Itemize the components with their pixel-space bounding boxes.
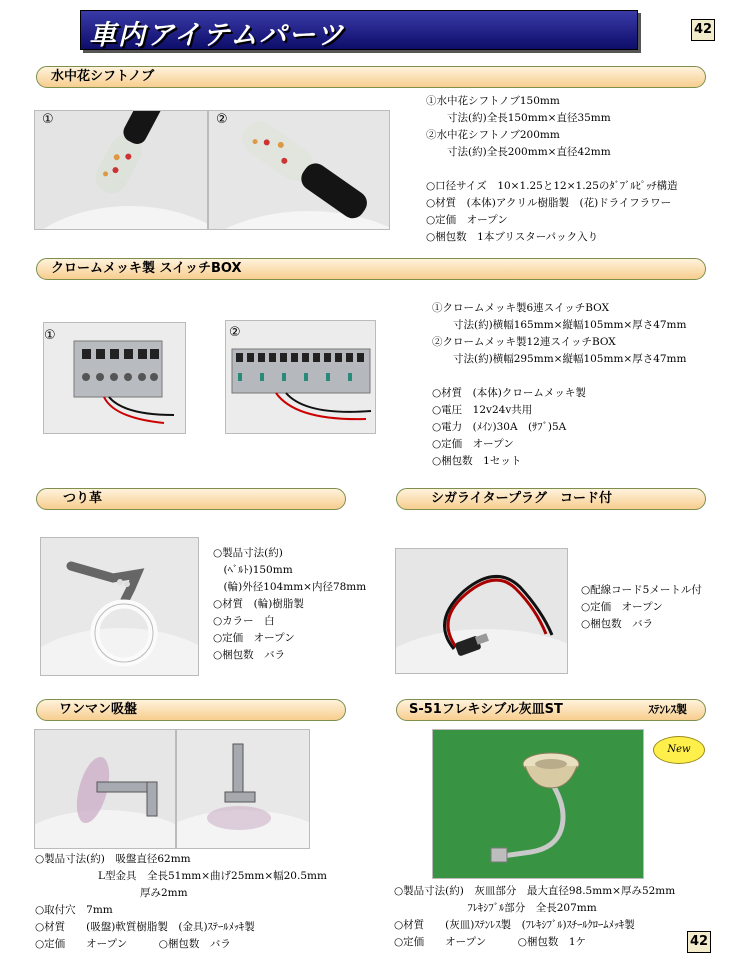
suction-photo-2 [176, 729, 310, 849]
spec-line: ○定価 オープン ○梱包数 1ケ [394, 936, 587, 948]
section-title: ワンマン吸盤 [59, 702, 138, 717]
ashtray-specs [394, 883, 675, 951]
photo-number-2: ② [216, 112, 228, 127]
suction-image-1 [35, 730, 175, 848]
spec-line: ○配線コード5メートル付 [581, 584, 702, 596]
strap-photo [40, 537, 199, 676]
spec-line: 寸法(約)横幅295mm×縦幅105mm×厚さ47mm [432, 353, 687, 365]
spec-line: ○材質 (輪)樹脂製 [213, 598, 304, 610]
spec-line [426, 161, 678, 178]
switch-box-specs [432, 300, 686, 470]
shift-knob-photo-1 [34, 110, 208, 230]
page-title-banner [80, 10, 638, 50]
page-title: 車内アイテムパーツ [89, 20, 346, 51]
section-header-strap [36, 488, 346, 510]
suction-photo-1 [34, 729, 176, 849]
spec-line: ○製品寸法(約) 吸盤直径62mm [35, 853, 191, 865]
photo-number-2: ② [229, 325, 241, 340]
spec-line: ○材質 (本体)クロームメッキ製 [432, 387, 586, 399]
spec-line: ○製品寸法(約) [213, 547, 283, 559]
switch-box-photo-2 [225, 320, 376, 434]
spec-line: 寸法(約)全長150mm×直径35mm [426, 112, 611, 124]
section-title-material: ｽﾃﾝﾚｽ製 [648, 703, 687, 716]
spec-line: ○定価 オープン [426, 214, 508, 226]
spec-line: 寸法(約)全長200mm×直径42mm [426, 146, 611, 158]
switch-box-image-2 [226, 321, 375, 433]
spec-line: ○材質 (灰皿)ｽﾃﾝﾚｽ製 (ﾌﾚｷｼﾌﾞﾙ)ｽﾁｰﾙｸﾛｰﾑﾒｯｷ製 [394, 919, 635, 931]
section-title: 水中花シフトノブ [51, 69, 155, 84]
switch-box-photo-1 [43, 322, 186, 434]
spec-line: (ﾍﾞﾙﾄ)150mm [213, 564, 293, 576]
section-header-cigar-plug [396, 488, 706, 510]
spec-line: L型金具 全長51mm×曲げ25mm×幅20.5mm [35, 870, 327, 882]
shift-knob-photo-2 [208, 110, 390, 230]
suction-image-2 [177, 730, 309, 848]
spec-line: ○梱包数 1本ブリスターパック入り [426, 231, 599, 243]
spec-line: ○製品寸法(約) 灰皿部分 最大直径98.5mm×厚み52mm [394, 885, 676, 897]
spec-line: ○定価 オープン [581, 601, 663, 613]
section-header-suction [36, 699, 346, 721]
spec-line: ○材質 (本体)アクリル樹脂製 (花)ドライフラワー [426, 197, 672, 209]
shift-knob-image-1 [35, 111, 207, 229]
shift-knob-specs [426, 93, 678, 246]
section-header-ashtray [396, 699, 706, 721]
cigar-plug-specs [581, 582, 702, 633]
spec-line: 寸法(約)横幅165mm×縦幅105mm×厚さ47mm [432, 319, 687, 331]
spec-line: ①水中花シフトノブ150mm [426, 95, 560, 107]
spec-line: ○定価 オープン ○梱包数 バラ [35, 938, 231, 950]
spec-line: ○梱包数 バラ [581, 618, 654, 630]
spec-line: 厚み2mm [35, 887, 188, 899]
spec-line: ○梱包数 バラ [213, 649, 286, 661]
ashtray-photo [432, 729, 644, 879]
spec-line: ○カラー 白 [213, 615, 275, 627]
cigar-plug-image [396, 549, 567, 673]
spec-line: (輪)外径104mm×内径78mm [213, 581, 367, 593]
spec-line: ②水中花シフトノブ200mm [426, 129, 560, 141]
cigar-plug-photo [395, 548, 568, 674]
spec-line: ①クロームメッキ製6連スイッチBOX [432, 302, 610, 314]
section-title: シガライタープラグ コード付 [431, 491, 612, 506]
section-title: つり革 [63, 491, 103, 506]
suction-specs [35, 851, 327, 953]
photo-number-1: ① [44, 328, 56, 343]
spec-line: ○口径サイズ 10×1.25と12×1.25のﾀﾞﾌﾞﾙﾋﾟｯﾁ構造 [426, 180, 678, 192]
spec-line: ○電力 (ﾒｲﾝ)30A (ｻﾌﾞ)5A [432, 421, 567, 433]
strap-image [41, 538, 198, 675]
switch-box-image-1 [44, 323, 185, 433]
section-header-shift-knob [36, 66, 706, 88]
section-header-switch-box [36, 258, 706, 280]
spec-line: ○取付穴 7mm [35, 904, 113, 916]
spec-line [432, 368, 686, 385]
ashtray-image [433, 730, 643, 878]
spec-line: ○電圧 12v24v共用 [432, 404, 533, 416]
spec-line: ○材質 (吸盤)軟質樹脂製 (金具)ｽﾃｰﾙﾒｯｷ製 [35, 921, 255, 933]
section-title: クロームメッキ製 スイッチBOX [51, 261, 242, 276]
spec-line: ○定価 オープン [432, 438, 514, 450]
spec-line: ﾌﾚｷｼﾌﾞﾙ部分 全長207mm [394, 902, 597, 914]
new-badge: New [653, 736, 705, 764]
section-title: S-51フレキシブル灰皿ST [409, 702, 563, 717]
strap-specs [213, 545, 366, 664]
spec-line: ○梱包数 1セット [432, 455, 522, 467]
shift-knob-image-2 [209, 111, 389, 229]
page-number-top: 42 [691, 19, 715, 41]
page-number-bottom: 42 [687, 931, 711, 953]
photo-number-1: ① [42, 112, 54, 127]
spec-line: ○定価 オープン [213, 632, 295, 644]
spec-line: ②クロームメッキ製12連スイッチBOX [432, 336, 616, 348]
